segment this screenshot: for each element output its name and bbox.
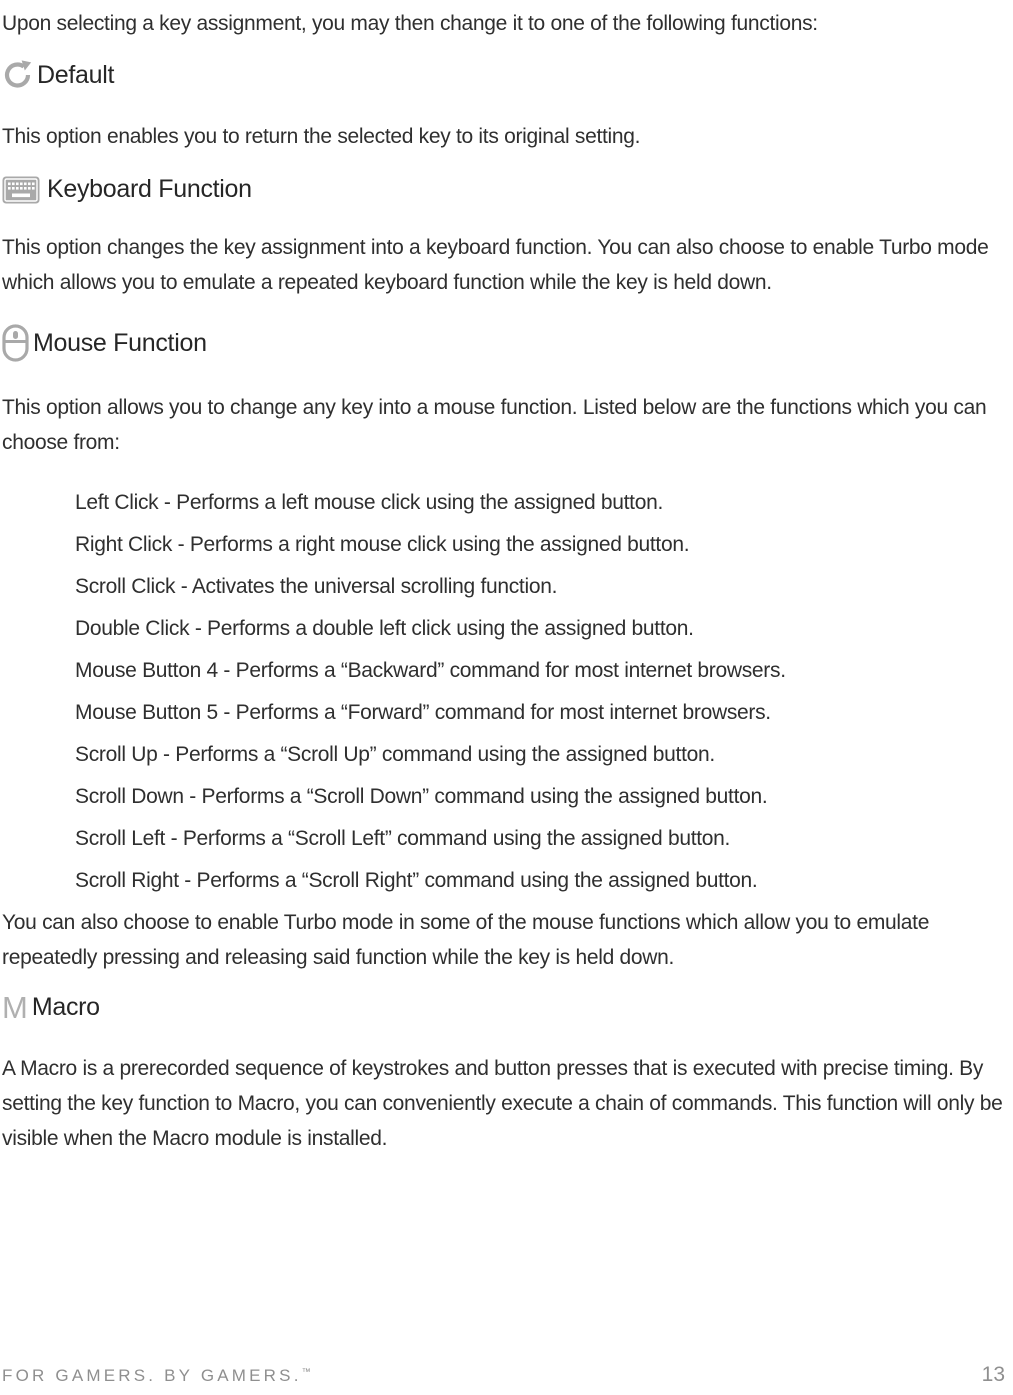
section-heading-keyboard [2,175,1007,204]
mouse-icon [2,324,29,362]
list-item: Left Click - Performs a left mouse click using the assigned button. [75,491,664,514]
section-heading-macro [2,992,1007,1023]
list-item: Scroll Down - Performs a “Scroll Down” command using the assigned button. [75,785,768,808]
list-item: Double Click - Performs a double left click using the assigned button. [75,617,694,640]
section-heading-default [2,59,1007,91]
section-body: This option enables you to return the selected key to its original setting. [2,125,641,148]
section-title: Mouse Function [33,328,207,357]
list-item: Scroll Click - Activates the universal scrolling function. [75,575,558,598]
page-number: 13 [981,1363,1005,1386]
list-item: Scroll Right - Performs a “Scroll Right” command using the assigned button. [75,869,758,892]
list-item: Scroll Up - Performs a “Scroll Up” command using the assigned button. [75,743,715,766]
list-item: Right Click - Performs a right mouse click using the assigned button. [75,533,690,556]
mouse-function-list [2,482,1007,902]
keyboard-icon [2,176,40,204]
list-item: Mouse Button 4 - Performs a “Backward” command for most internet browsers. [75,659,786,682]
trademark-symbol: ™ [301,1366,311,1377]
section-title: Macro [31,993,100,1021]
section-body: This option changes the key assignment into a keyboard function. You can also choose to enable Turbo mode which allows you to emulate a repeated keyboard function while the key is held down. [2,236,989,294]
page-footer [0,1363,1013,1387]
turbo-note-paragraph: You can also choose to enable Turbo mode in some of the mouse functions which allow you to emulate repeatedly pressing and releasing said function while the key is held down. [2,911,930,969]
section-title: Default [37,60,115,89]
macro-m-icon: M [2,990,28,1025]
list-item: Scroll Left - Performs a “Scroll Left” command using the assigned button. [75,827,731,850]
section-heading-mouse [2,324,1007,362]
section-body: This option allows you to change any key into a mouse function. Listed below are the functions which you can choose from: [2,396,987,454]
list-item: Mouse Button 5 - Performs a “Forward” command for most internet browsers. [75,701,771,724]
intro-paragraph: Upon selecting a key assignment, you may then change it to one of the following functions: [2,12,818,35]
refresh-icon [2,59,33,91]
footer-tagline: FOR GAMERS. BY GAMERS.™ [2,1366,311,1385]
section-title: Keyboard Function [47,175,252,203]
section-body: A Macro is a prerecorded sequence of keystrokes and button presses that is executed with precise timing. By setting the key function to Macro, you can conveniently execute a chain of commands. This function will only be visible when the Macro module is installed. [2,1057,1003,1150]
